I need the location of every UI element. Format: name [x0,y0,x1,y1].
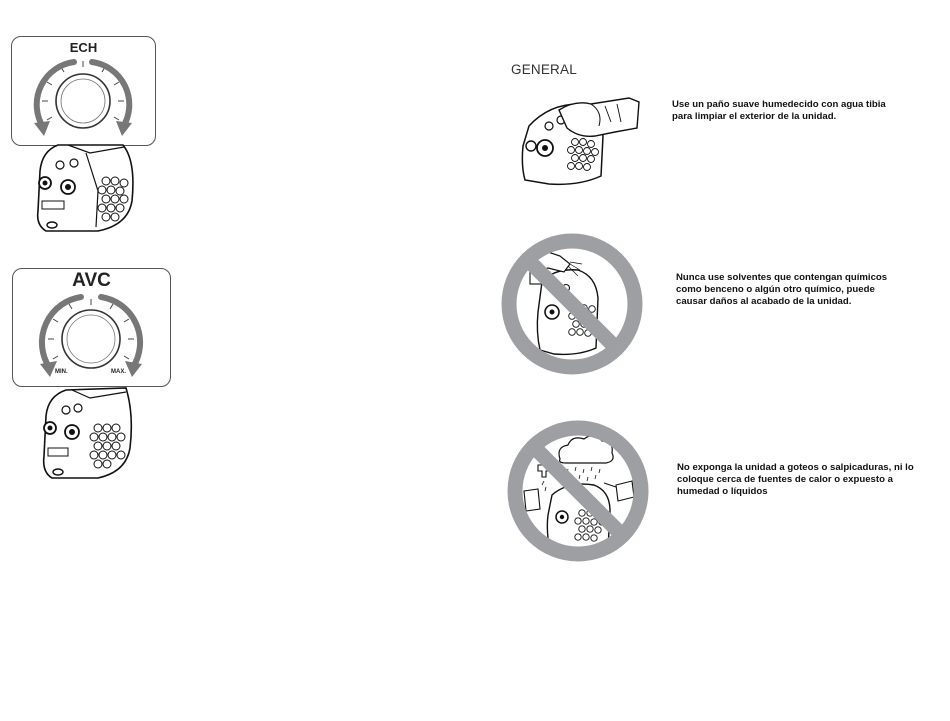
section-title: GENERAL [511,62,577,77]
ech-knob-panel [11,36,156,146]
instruction-text-1: Use un paño suave humedecido con agua tibia para limpiar el exterior de la unidad. [672,99,886,122]
ech-label: ECH [69,40,98,55]
avc-label: AVC [72,270,111,291]
avc-knob-panel [12,268,171,387]
max-label: MAX. [111,369,126,375]
no-chemical-solvents-icon [498,230,646,378]
no-water-exposure-icon [504,417,652,565]
instruction-text-3: No exponga la unidad a goteos o salpicaduras, ni lo coloque cerca de fuentes de calor o expuesto a humedad o líquidos [677,462,914,497]
speaker-illustration [28,141,138,233]
ech-knob-icon [12,37,155,145]
speaker-illustration [36,384,146,480]
avc-knob-icon [13,269,170,386]
min-label: MIN. [55,369,68,375]
instruction-text-2: Nunca use solventes que contengan químicos como benceno o algún otro químico, puede causar daños al acabado de la unidad. [676,272,888,307]
wipe-cloth-illustration [519,96,644,188]
